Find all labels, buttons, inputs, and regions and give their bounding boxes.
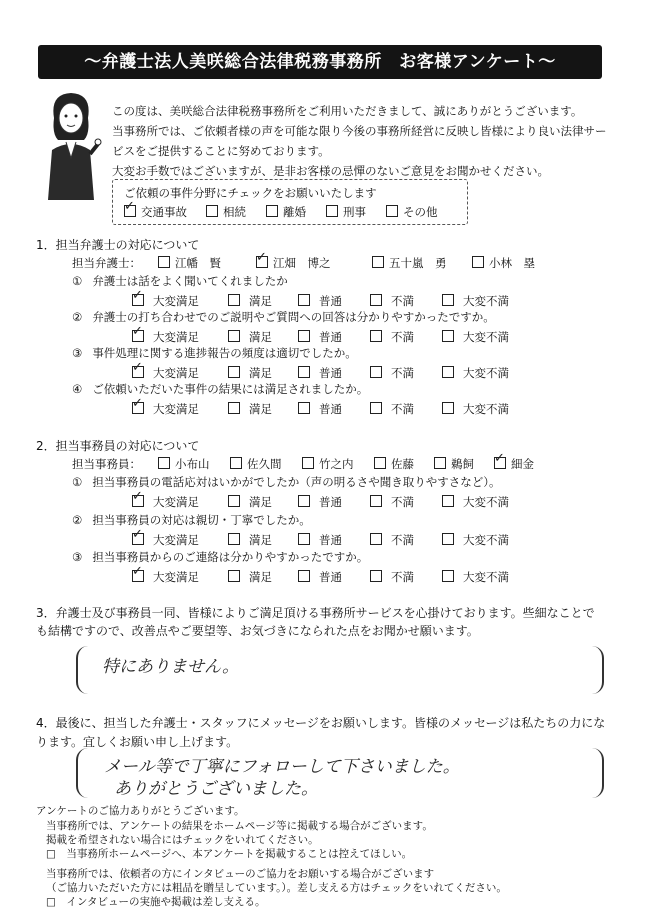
checkbox-icon[interactable]: [228, 570, 240, 582]
section2-title: 2．担当事務員の対応について: [36, 439, 200, 453]
staff-option[interactable]: [434, 456, 474, 472]
rating-option[interactable]: [228, 401, 272, 417]
checkbox-icon[interactable]: [442, 366, 454, 378]
checkbox-icon[interactable]: [298, 402, 310, 414]
rating-option[interactable]: [132, 365, 199, 381]
rating-label: 不満: [391, 533, 414, 547]
rating-option[interactable]: [370, 329, 414, 345]
checkbox-icon[interactable]: [434, 457, 446, 469]
checkbox-icon[interactable]: [298, 366, 310, 378]
rating-label: 大変不満: [463, 533, 509, 547]
question-text: [72, 309, 495, 325]
staff-name: 佐久間: [247, 457, 282, 471]
rating-option[interactable]: [132, 329, 199, 345]
rating-label: 満足: [249, 366, 272, 380]
staff-name: 竹之内: [319, 457, 354, 471]
footer-optout-homepage[interactable]: □ 当事務所ホームページへ、本アンケートを掲載することは控えてほしい。: [46, 848, 413, 860]
rating-label: 大変満足: [153, 366, 199, 380]
question-number: ②: [72, 310, 83, 324]
rating-option[interactable]: [442, 293, 509, 309]
question-text: [72, 381, 368, 397]
rating-label: 満足: [249, 294, 272, 308]
rating-label: 大変不満: [463, 294, 509, 308]
rating-option[interactable]: [370, 532, 414, 548]
staff-option[interactable]: [256, 255, 331, 271]
rating-label: 大変満足: [153, 330, 199, 344]
checkbox-icon[interactable]: [228, 402, 240, 414]
rating-label: 普通: [319, 533, 342, 547]
rating-label: 普通: [319, 570, 342, 584]
checkbox-checked-icon[interactable]: [132, 570, 144, 582]
rating-label: 満足: [249, 330, 272, 344]
rating-option[interactable]: [298, 293, 342, 309]
section4-answer-box[interactable]: [76, 748, 604, 798]
staff-option[interactable]: [230, 456, 282, 472]
checkbox-icon[interactable]: [370, 330, 382, 342]
question-number: ①: [72, 475, 83, 489]
question-text: [72, 273, 288, 289]
checkbox-icon[interactable]: [298, 570, 310, 582]
footer-line: 当事務所では、依頼者の方にインタビューのご協力をお願いする場合がございます: [46, 868, 435, 880]
category-label: 交通事故: [141, 205, 187, 219]
rating-option[interactable]: [298, 494, 342, 510]
category-inheritance[interactable]: [206, 204, 246, 220]
checkbox-icon[interactable]: [228, 294, 240, 306]
checkbox-icon[interactable]: [370, 402, 382, 414]
checkbox-checked-icon[interactable]: [124, 205, 136, 217]
rating-option[interactable]: [132, 569, 199, 585]
rating-label: 満足: [249, 402, 272, 416]
checkbox-checked-icon[interactable]: [132, 402, 144, 414]
checkbox-checked-icon[interactable]: [132, 533, 144, 545]
checkbox-icon[interactable]: [372, 256, 384, 268]
category-divorce[interactable]: [266, 204, 306, 220]
rating-label: 大変満足: [153, 294, 199, 308]
question-label: 担当事務員からのご連絡は分かりやすかったですか。: [92, 550, 369, 564]
checkbox-icon[interactable]: [370, 533, 382, 545]
rating-label: 普通: [319, 366, 342, 380]
question-number: ④: [72, 382, 83, 396]
rating-option[interactable]: [442, 569, 509, 585]
rating-label: 大変不満: [463, 570, 509, 584]
rating-option[interactable]: [442, 532, 509, 548]
rating-label: 大変満足: [153, 533, 199, 547]
category-label: 刑事: [343, 205, 366, 219]
question-label: 弁護士の打ち合わせでのご説明やご質問への回答は分かりやすかったですか。: [92, 310, 495, 324]
staff-option[interactable]: [472, 255, 535, 271]
footer-thanks: アンケートのご協力ありがとうございます。: [36, 805, 245, 817]
question-text: [72, 512, 311, 528]
section4-title: 4．最後に、担当した弁護士・スタッフにメッセージをお願いします。皆様のメッセージは私たちの力にな: [36, 716, 606, 730]
checkbox-icon[interactable]: [370, 294, 382, 306]
rating-option[interactable]: [228, 365, 272, 381]
rating-option[interactable]: [442, 494, 509, 510]
checkbox-icon[interactable]: [158, 256, 170, 268]
rating-option[interactable]: [298, 532, 342, 548]
section4-title-2: ります。宜しくお願い申し上げます。: [36, 735, 239, 749]
checkbox-icon[interactable]: [228, 495, 240, 507]
rating-option[interactable]: [298, 569, 342, 585]
rating-option[interactable]: [132, 532, 199, 548]
section1-title: 1．担当弁護士の対応について: [36, 238, 200, 252]
question-text: [72, 474, 501, 490]
category-label: 離婚: [283, 205, 306, 219]
footer-optout-interview[interactable]: □ インタビューの実施や掲載は差し支える。: [46, 896, 266, 908]
rating-option[interactable]: [442, 365, 509, 381]
section4-answer-line-1: メール等で丁寧にフォローして下さいました。: [104, 757, 460, 777]
staff-name: 細金: [511, 457, 534, 471]
checkbox-icon[interactable]: [442, 533, 454, 545]
rating-label: 満足: [249, 533, 272, 547]
category-label: その他: [403, 205, 438, 219]
rating-option[interactable]: [370, 293, 414, 309]
rating-label: 大変不満: [463, 495, 509, 509]
staff-option[interactable]: [302, 456, 354, 472]
rating-label: 普通: [319, 294, 342, 308]
rating-label: 大変不満: [463, 366, 509, 380]
rating-option[interactable]: [370, 494, 414, 510]
section3-answer-box[interactable]: [76, 646, 604, 694]
checkbox-icon[interactable]: [230, 457, 242, 469]
section1-staff-row: [72, 255, 612, 271]
question-label: 弁護士は話をよく聞いてくれましたか: [92, 274, 288, 288]
section2-staff-row: [72, 456, 632, 472]
rating-label: 満足: [249, 495, 272, 509]
checkbox-icon[interactable]: [298, 330, 310, 342]
rating-label: 満足: [249, 570, 272, 584]
checkbox-icon[interactable]: [228, 330, 240, 342]
footer-line: 掲載を希望されない場合にはチェックをいれてください。: [46, 834, 319, 846]
staff-illustration: [40, 88, 102, 206]
staff-option[interactable]: [158, 255, 221, 271]
rating-option[interactable]: [228, 293, 272, 309]
checkbox-icon[interactable]: [326, 205, 338, 217]
staff-option[interactable]: [372, 255, 447, 271]
rating-option[interactable]: [132, 293, 199, 309]
checkbox-icon[interactable]: [386, 205, 398, 217]
rating-label: 大変不満: [463, 402, 509, 416]
staff-name: 江幡 賢: [175, 256, 221, 270]
rating-label: 不満: [391, 366, 414, 380]
rating-option[interactable]: [228, 569, 272, 585]
rating-label: 不満: [391, 330, 414, 344]
footer-line: （ご協力いただいた方には粗品を贈呈しています。）。差し支える方はチェックをいれてください。: [46, 882, 507, 894]
checkbox-icon[interactable]: [266, 205, 278, 217]
checkbox-icon[interactable]: [206, 205, 218, 217]
category-title: ご依頼の事件分野にチェックをお願いいたします: [124, 186, 377, 200]
rating-label: 大変満足: [153, 570, 199, 584]
rating-label: 大変満足: [153, 402, 199, 416]
staff-option[interactable]: [158, 456, 210, 472]
checkbox-icon[interactable]: [298, 294, 310, 306]
staff-option[interactable]: [374, 456, 414, 472]
checkbox-icon[interactable]: [442, 402, 454, 414]
question-label: 事件処理に関する進捗報告の頻度は適切でしたか。: [92, 346, 357, 360]
checkbox-icon[interactable]: [370, 495, 382, 507]
category-other[interactable]: [386, 204, 438, 220]
question-text: [72, 345, 357, 361]
rating-option[interactable]: [298, 365, 342, 381]
rating-option[interactable]: [132, 401, 199, 417]
staff-name: 五十嵐 勇: [389, 256, 447, 270]
intro-line-3: ビスをご提供することに努めております。: [112, 144, 330, 158]
rating-label: 大変満足: [153, 495, 199, 509]
rating-option[interactable]: [442, 329, 509, 345]
staff-name: 鵜飼: [451, 457, 474, 471]
question-number: ②: [72, 513, 83, 527]
rating-option[interactable]: [228, 329, 272, 345]
section3-title-2: も結構ですので、改善点やご要望等、お気づきになられた点をお聞かせ願います。: [36, 624, 479, 638]
checkbox-checked-icon[interactable]: [132, 330, 144, 342]
intro-line-1: この度は、美咲総合法律税務事務所をご利用いただきまして、誠にありがとうございます。: [112, 104, 583, 118]
question-number: ③: [72, 346, 83, 360]
staff-option[interactable]: [494, 456, 534, 472]
survey-title-banner: ～弁護士法人美咲総合法律税務事務所 お客様アンケート～: [38, 45, 602, 79]
question-label: 担当事務員の対応は親切・丁寧でしたか。: [92, 513, 311, 527]
section4-answer-line-2: ありがとうございました。: [114, 779, 318, 799]
checkbox-icon[interactable]: [298, 533, 310, 545]
footer-line: 当事務所では、アンケートの結果をホームページ等に掲載する場合がございます。: [46, 820, 433, 832]
rating-option[interactable]: [370, 365, 414, 381]
rating-option[interactable]: [370, 569, 414, 585]
rating-option[interactable]: [132, 494, 199, 510]
checkbox-icon[interactable]: [370, 366, 382, 378]
checkbox-icon[interactable]: [442, 330, 454, 342]
checkbox-icon[interactable]: [302, 457, 314, 469]
question-number: ①: [72, 274, 83, 288]
rating-label: 不満: [391, 570, 414, 584]
rating-label: 普通: [319, 402, 342, 416]
checkbox-icon[interactable]: [158, 457, 170, 469]
checkbox-icon[interactable]: [442, 570, 454, 582]
rating-option[interactable]: [228, 532, 272, 548]
checkbox-checked-icon[interactable]: [256, 256, 268, 268]
checkbox-icon[interactable]: [228, 533, 240, 545]
staff-name: 江畑 博之: [273, 256, 331, 270]
rating-option[interactable]: [298, 401, 342, 417]
checkbox-icon[interactable]: [472, 256, 484, 268]
checkbox-icon[interactable]: [228, 366, 240, 378]
question-label: ご依頼いただいた事件の結果には満足されましたか。: [92, 382, 369, 396]
checkbox-icon[interactable]: [374, 457, 386, 469]
category-criminal[interactable]: [326, 204, 366, 220]
rating-label: 普通: [319, 495, 342, 509]
staff-name: 小林 塁: [489, 256, 535, 270]
rating-option[interactable]: [442, 401, 509, 417]
checkbox-icon[interactable]: [442, 294, 454, 306]
intro-line-4: 大変お手数ではございますが、是非お客様の忌憚のないご意見をお聞かせください。: [112, 164, 549, 178]
checkbox-checked-icon[interactable]: [132, 294, 144, 306]
question-number: ③: [72, 550, 83, 564]
rating-label: 不満: [391, 294, 414, 308]
checkbox-icon[interactable]: [442, 495, 454, 507]
category-label: 相続: [223, 205, 246, 219]
rating-option[interactable]: [370, 401, 414, 417]
rating-label: 不満: [391, 495, 414, 509]
checkbox-checked-icon[interactable]: [132, 495, 144, 507]
checkbox-icon[interactable]: [298, 495, 310, 507]
staff-name: 佐藤: [391, 457, 414, 471]
category-traffic[interactable]: [124, 204, 187, 220]
section3-title: 3．弁護士及び事務員一同、皆様によりご満足頂ける事務所サービスを心掛けております。些細なことで: [36, 606, 595, 620]
checkbox-icon[interactable]: [370, 570, 382, 582]
staff-name: 小布山: [175, 457, 210, 471]
staff-label: 担当事務員：: [72, 457, 141, 471]
checkbox-checked-icon[interactable]: [132, 366, 144, 378]
question-text: [72, 549, 368, 565]
intro-line-2: 当事務所では、ご依頼者様の声を可能な限り今後の事務所経営に反映し皆様により良い法律サー: [112, 124, 607, 138]
question-label: 担当事務員の電話応対はいかがでしたか（声の明るさや聞き取りやすさなど）。: [92, 475, 501, 489]
checkbox-checked-icon[interactable]: [494, 457, 506, 469]
rating-label: 大変不満: [463, 330, 509, 344]
staff-label: 担当弁護士：: [72, 256, 141, 270]
section3-answer: 特にありません。: [102, 657, 240, 677]
rating-option[interactable]: [228, 494, 272, 510]
rating-label: 普通: [319, 330, 342, 344]
rating-label: 不満: [391, 402, 414, 416]
rating-option[interactable]: [298, 329, 342, 345]
